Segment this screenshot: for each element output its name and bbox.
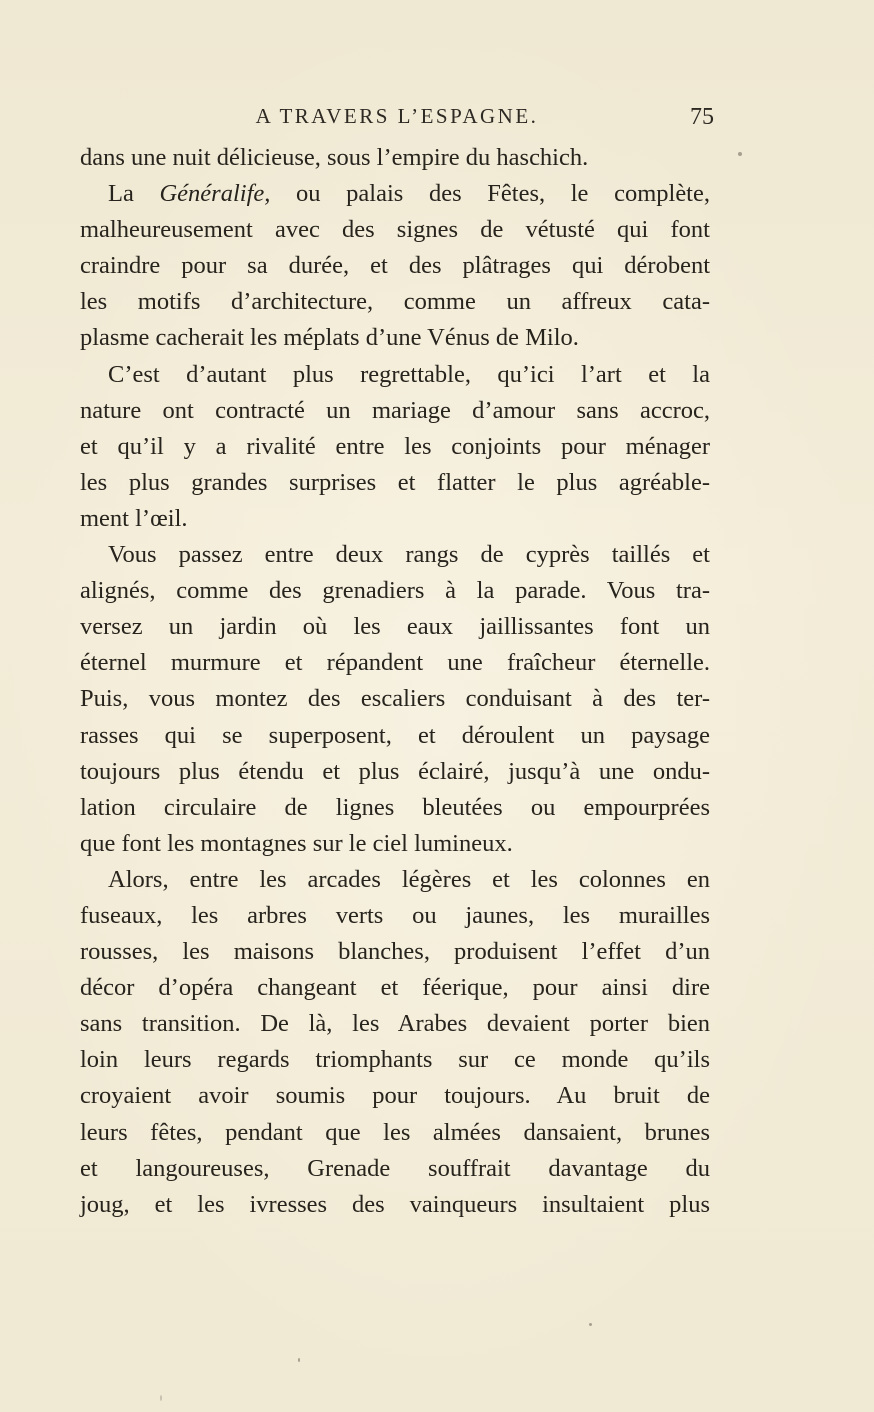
italic-term: Généralife, xyxy=(159,180,271,208)
text-line: versez un jardin où les eaux jaillissantes font un xyxy=(80,613,710,641)
text-line: leurs fêtes, pendant que les almées dansaient, brunes xyxy=(80,1118,710,1146)
text-line: plasme cacherait les méplats d’une Vénus de Milo. xyxy=(80,324,579,352)
text-line: et langoureuses, Grenade souffrait davantage du xyxy=(80,1154,710,1182)
text-line: Puis, vous montez des escaliers conduisant à des ter- xyxy=(80,685,710,713)
text-line: malheureusement avec des signes de vétusté qui font xyxy=(80,216,710,244)
text-line: croyaient avoir soumis pour toujours. Au bruit de xyxy=(80,1082,710,1110)
text-line: lation circulaire de lignes bleutées ou empourprées xyxy=(80,793,710,821)
text-line: loin leurs regards triomphants sur ce monde qu’ils xyxy=(80,1046,710,1074)
running-title: A TRAVERS L’ESPAGNE. xyxy=(255,104,539,128)
text-line: rousses, les maisons blanches, produisent l’effet d’un xyxy=(80,938,710,966)
text-line: joug, et les ivresses des vainqueurs insultaient plus xyxy=(80,1190,710,1218)
text-line: toujours plus étendu et plus éclairé, jusqu’à une ondu- xyxy=(80,757,710,785)
text-line: nature ont contracté un mariage d’amour sans accroc, xyxy=(80,396,710,424)
text-line: Alors, entre les arcades légères et les colonnes en xyxy=(108,865,710,893)
paper-speck xyxy=(298,1358,300,1362)
paper-speck xyxy=(738,152,742,156)
text-line: craindre pour sa durée, et des plâtrages qui dérobent xyxy=(80,252,710,280)
text-line: rasses qui se superposent, et déroulent un paysage xyxy=(80,721,710,749)
text-line: ment l’œil. xyxy=(80,504,188,532)
text-fragment: ou palais des Fêtes, le complète, xyxy=(270,180,710,208)
text-line: alignés, comme des grenadiers à la parade. Vous tra- xyxy=(80,577,710,605)
text-line: que font les montagnes sur le ciel lumineux. xyxy=(80,829,513,857)
paper-speck xyxy=(160,1395,162,1401)
text-line: Vous passez entre deux rangs de cyprès taillés et xyxy=(108,541,710,569)
text-line: les motifs d’architecture, comme un affreux cata- xyxy=(80,288,710,316)
text-line: C’est d’autant plus regrettable, qu’ici l’art et la xyxy=(108,360,710,388)
text-line: fuseaux, les arbres verts ou jaunes, les murailles xyxy=(80,901,710,929)
text-line: et qu’il y a rivalité entre les conjoints pour ménager xyxy=(80,432,710,460)
text-line xyxy=(80,176,710,212)
paper-speck xyxy=(589,1323,592,1326)
body-text xyxy=(80,140,710,1223)
text-line: dans une nuit délicieuse, sous l’empire du haschich. xyxy=(80,144,589,171)
text-line: décor d’opéra changeant et féerique, pour ainsi dire xyxy=(80,974,710,1002)
text-line: éternel murmure et répandent une fraîcheur éternelle. xyxy=(80,649,710,677)
text-fragment: La xyxy=(108,180,160,208)
page-number: 75 xyxy=(690,104,714,130)
text-line: les plus grandes surprises et flatter le plus agréable- xyxy=(80,468,710,496)
text-line: sans transition. De là, les Arabes devaient porter bien xyxy=(80,1010,710,1038)
running-head xyxy=(80,104,714,134)
